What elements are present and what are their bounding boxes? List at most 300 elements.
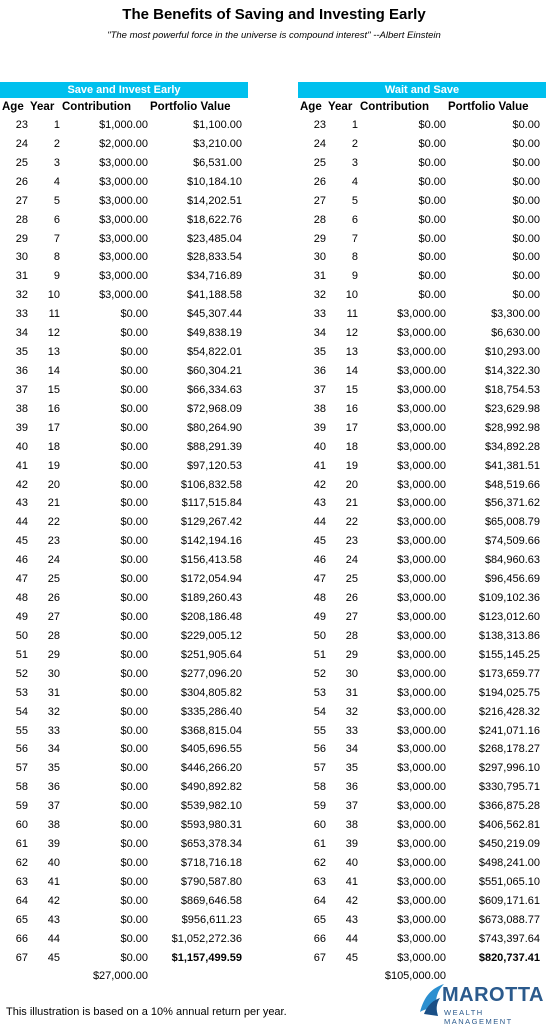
portfolio-cell: $0.00 <box>512 270 540 283</box>
contribution-cell: $3,000.00 <box>397 459 446 472</box>
portfolio-cell: $28,992.98 <box>484 421 540 434</box>
portfolio-cell: $45,307.44 <box>186 308 242 321</box>
table-row <box>0 665 248 684</box>
portfolio-cell: $14,322.30 <box>484 364 540 377</box>
age-cell: 48 <box>313 592 326 605</box>
portfolio-cell: $330,795.71 <box>478 781 540 794</box>
portfolio-cell: $66,334.63 <box>186 383 242 396</box>
age-cell: 58 <box>15 781 28 794</box>
age-cell: 23 <box>15 119 28 131</box>
portfolio-cell: $406,562.81 <box>478 819 540 832</box>
age-cell: 54 <box>313 705 326 718</box>
age-cell: 54 <box>15 705 28 718</box>
year-cell: 39 <box>47 838 60 851</box>
age-cell: 35 <box>313 346 326 359</box>
contribution-cell: $0.00 <box>120 573 148 586</box>
table-row <box>0 854 248 873</box>
portfolio-cell: $142,194.16 <box>180 535 242 548</box>
year-cell: 25 <box>345 573 358 586</box>
page-title: The Benefits of Saving and Investing Early <box>122 6 426 23</box>
contribution-cell: $3,000.00 <box>397 327 446 340</box>
portfolio-cell: $41,381.51 <box>484 459 540 472</box>
age-cell: 50 <box>313 629 326 642</box>
table-row <box>0 419 248 438</box>
contribution-cell: $0.00 <box>418 251 446 264</box>
year-cell: 6 <box>53 213 60 226</box>
table-row <box>298 797 546 816</box>
age-cell: 66 <box>313 932 326 945</box>
contribution-cell: $0.00 <box>120 497 148 510</box>
table-row <box>298 211 546 230</box>
table-row <box>298 759 546 778</box>
portfolio-cell: $23,485.04 <box>186 232 242 245</box>
age-cell: 41 <box>15 459 28 472</box>
table-row <box>298 476 546 495</box>
table-row <box>298 627 546 646</box>
wait-save-table <box>298 82 546 985</box>
portfolio-cell: $189,260.43 <box>180 592 242 605</box>
contribution-cell: $0.00 <box>418 119 446 131</box>
table-row <box>298 646 546 665</box>
portfolio-cell: $41,188.58 <box>186 289 242 302</box>
age-cell: 67 <box>313 951 326 964</box>
age-cell: 29 <box>15 232 28 245</box>
contribution-cell: $3,000.00 <box>397 913 446 926</box>
age-cell: 46 <box>313 554 326 567</box>
year-cell: 42 <box>345 894 358 907</box>
table-row <box>0 608 248 627</box>
age-cell: 33 <box>15 308 28 321</box>
year-cell: 5 <box>53 194 60 207</box>
portfolio-cell: $80,264.90 <box>186 421 242 434</box>
contribution-cell: $0.00 <box>120 554 148 567</box>
contribution-cell: $3,000.00 <box>99 232 148 245</box>
year-cell: 34 <box>345 743 358 756</box>
table-row <box>0 570 248 589</box>
table-row <box>0 684 248 703</box>
age-cell: 45 <box>15 535 28 548</box>
portfolio-cell: $405,696.55 <box>180 743 242 756</box>
portfolio-cell: $6,630.00 <box>491 327 540 340</box>
contribution-cell: $3,000.00 <box>99 289 148 302</box>
portfolio-cell: $0.00 <box>512 119 540 131</box>
contribution-cell: $3,000.00 <box>397 535 446 548</box>
table-row <box>0 173 248 192</box>
portfolio-cell: $743,397.64 <box>478 932 540 945</box>
age-cell: 25 <box>313 156 326 169</box>
table-banner: Wait and Save <box>298 82 546 98</box>
age-cell: 37 <box>313 383 326 396</box>
table-row <box>298 230 546 249</box>
table-row <box>0 286 248 305</box>
year-cell: 18 <box>345 440 358 453</box>
age-cell: 25 <box>15 156 28 169</box>
contribution-cell: $3,000.00 <box>99 251 148 264</box>
age-cell: 44 <box>15 516 28 529</box>
age-cell: 36 <box>15 364 28 377</box>
year-cell: 40 <box>47 856 60 869</box>
age-cell: 45 <box>313 535 326 548</box>
age-cell: 52 <box>15 667 28 680</box>
portfolio-cell: $335,286.40 <box>180 705 242 718</box>
age-cell: 47 <box>313 573 326 586</box>
table-row <box>298 513 546 532</box>
contribution-cell: $0.00 <box>120 781 148 794</box>
year-cell: 14 <box>47 364 60 377</box>
table-row <box>0 154 248 173</box>
year-cell: 21 <box>47 497 60 510</box>
portfolio-cell: $0.00 <box>512 156 540 169</box>
table-row <box>298 267 546 286</box>
year-cell: 5 <box>351 194 358 207</box>
table-banner: Save and Invest Early <box>0 82 248 98</box>
contribution-cell: $3,000.00 <box>397 856 446 869</box>
table-row <box>0 343 248 362</box>
contribution-cell: $0.00 <box>120 932 148 945</box>
portfolio-cell: $490,892.82 <box>180 781 242 794</box>
year-cell: 35 <box>345 762 358 775</box>
table-row <box>298 286 546 305</box>
contribution-cell: $3,000.00 <box>397 819 446 832</box>
contribution-cell: $2,000.00 <box>99 137 148 150</box>
contribution-header: Contribution <box>360 101 429 113</box>
contribution-cell: $0.00 <box>120 819 148 832</box>
table-row <box>0 457 248 476</box>
portfolio-cell: $956,611.23 <box>181 913 242 926</box>
year-cell: 44 <box>345 932 358 945</box>
year-cell: 21 <box>345 497 358 510</box>
portfolio-cell: $172,054.94 <box>180 573 242 586</box>
contribution-cell: $0.00 <box>120 327 148 340</box>
table-row <box>298 400 546 419</box>
age-cell: 44 <box>313 516 326 529</box>
table-row <box>0 476 248 495</box>
year-cell: 45 <box>345 951 358 964</box>
year-cell: 37 <box>47 800 60 813</box>
contribution-cell: $3,000.00 <box>397 894 446 907</box>
year-cell: 42 <box>47 894 60 907</box>
table-row <box>298 722 546 741</box>
table-row <box>298 589 546 608</box>
table-row <box>298 248 546 267</box>
table-row <box>298 173 546 192</box>
portfolio-cell: $3,300.00 <box>491 308 540 321</box>
age-cell: 55 <box>313 724 326 737</box>
logo-name: MAROTTA <box>442 984 544 1006</box>
portfolio-cell: $3,210.00 <box>193 137 242 150</box>
table-row <box>0 740 248 759</box>
year-cell: 41 <box>345 875 358 888</box>
total-contribution: $27,000.00 <box>92 970 148 983</box>
total-contribution: $105,000.00 <box>384 970 446 983</box>
year-cell: 9 <box>53 270 60 283</box>
year-cell: 13 <box>345 346 358 359</box>
portfolio-cell: $123,012.60 <box>478 610 540 623</box>
table-row <box>0 646 248 665</box>
age-cell: 62 <box>313 856 326 869</box>
table-row <box>0 400 248 419</box>
year-cell: 7 <box>53 232 60 245</box>
age-cell: 42 <box>15 478 28 491</box>
year-cell: 38 <box>345 819 358 832</box>
portfolio-cell: $1,052,272.36 <box>171 932 242 945</box>
age-cell: 43 <box>313 497 326 510</box>
table-row <box>298 305 546 324</box>
age-cell: 59 <box>15 800 28 813</box>
portfolio-cell: $820,737.41 <box>478 951 540 964</box>
year-cell: 16 <box>47 402 60 415</box>
portfolio-cell: $96,456.69 <box>484 573 540 586</box>
age-cell: 49 <box>313 610 326 623</box>
year-cell: 15 <box>47 383 60 396</box>
contribution-cell: $0.00 <box>120 402 148 415</box>
table-row <box>0 230 248 249</box>
portfolio-cell: $194,025.75 <box>478 686 540 699</box>
year-cell: 33 <box>47 724 60 737</box>
year-cell: 22 <box>345 516 358 529</box>
contribution-cell: $3,000.00 <box>397 497 446 510</box>
year-cell: 34 <box>47 743 60 756</box>
contribution-cell: $0.00 <box>120 838 148 851</box>
contribution-cell: $3,000.00 <box>397 478 446 491</box>
age-cell: 51 <box>313 648 326 661</box>
contribution-cell: $0.00 <box>120 421 148 434</box>
contribution-cell: $0.00 <box>120 440 148 453</box>
contribution-cell: $3,000.00 <box>397 516 446 529</box>
portfolio-cell: $304,805.82 <box>180 686 242 699</box>
year-cell: 43 <box>47 913 60 926</box>
portfolio-cell: $0.00 <box>512 175 540 188</box>
table-row <box>298 930 546 949</box>
year-cell: 22 <box>47 516 60 529</box>
age-cell: 27 <box>15 194 28 207</box>
portfolio-cell: $106,832.58 <box>180 478 242 491</box>
table-row <box>298 343 546 362</box>
table-row <box>0 778 248 797</box>
age-cell: 23 <box>313 119 326 131</box>
table-row <box>298 551 546 570</box>
year-cell: 36 <box>345 781 358 794</box>
portfolio-cell: $450,219.09 <box>478 838 540 851</box>
table-row <box>298 949 546 968</box>
save-early-table <box>0 82 248 985</box>
portfolio-cell: $84,960.63 <box>484 554 540 567</box>
table-row <box>298 457 546 476</box>
year-cell: 31 <box>345 686 358 699</box>
contribution-cell: $0.00 <box>120 705 148 718</box>
contribution-cell: $0.00 <box>120 762 148 775</box>
year-cell: 37 <box>345 800 358 813</box>
age-cell: 63 <box>313 875 326 888</box>
year-cell: 26 <box>345 592 358 605</box>
contribution-cell: $3,000.00 <box>397 440 446 453</box>
age-cell: 27 <box>313 194 326 207</box>
age-cell: 65 <box>313 913 326 926</box>
age-cell: 43 <box>15 497 28 510</box>
contribution-cell: $3,000.00 <box>397 554 446 567</box>
table-row <box>0 362 248 381</box>
portfolio-cell: $0.00 <box>512 251 540 264</box>
age-cell: 57 <box>313 762 326 775</box>
portfolio-cell: $28,833.54 <box>186 251 242 264</box>
year-cell: 28 <box>47 629 60 642</box>
portfolio-cell: $48,519.66 <box>484 478 540 491</box>
contribution-cell: $3,000.00 <box>397 364 446 377</box>
portfolio-cell: $0.00 <box>512 213 540 226</box>
age-cell: 28 <box>313 213 326 226</box>
year-cell: 12 <box>345 327 358 340</box>
year-cell: 44 <box>47 932 60 945</box>
year-cell: 26 <box>47 592 60 605</box>
table-row <box>298 873 546 892</box>
contribution-cell: $3,000.00 <box>397 743 446 756</box>
year-cell: 20 <box>345 478 358 491</box>
table-row <box>298 854 546 873</box>
contribution-cell: $3,000.00 <box>99 213 148 226</box>
contribution-cell: $3,000.00 <box>397 308 446 321</box>
contribution-cell: $3,000.00 <box>397 610 446 623</box>
table-row <box>298 570 546 589</box>
year-header: Year <box>30 101 55 113</box>
table-row <box>0 949 248 968</box>
contribution-cell: $0.00 <box>120 308 148 321</box>
portfolio-cell: $609,171.61 <box>478 894 540 907</box>
contribution-cell: $0.00 <box>120 535 148 548</box>
age-cell: 51 <box>15 648 28 661</box>
contribution-cell: $0.00 <box>120 800 148 813</box>
contribution-cell: $0.00 <box>120 648 148 661</box>
table-row <box>0 324 248 343</box>
portfolio-cell: $368,815.04 <box>180 724 242 737</box>
portfolio-cell: $18,622.76 <box>186 213 242 226</box>
age-cell: 31 <box>313 270 326 283</box>
year-cell: 13 <box>47 346 60 359</box>
portfolio-cell: $0.00 <box>512 232 540 245</box>
age-cell: 61 <box>313 838 326 851</box>
contribution-cell: $3,000.00 <box>397 686 446 699</box>
contribution-cell: $3,000.00 <box>397 800 446 813</box>
portfolio-header: Portfolio Value <box>150 101 231 113</box>
year-cell: 15 <box>345 383 358 396</box>
table-row <box>0 627 248 646</box>
table-body <box>0 116 248 967</box>
year-cell: 24 <box>345 554 358 567</box>
year-cell: 11 <box>48 308 60 321</box>
age-cell: 38 <box>313 402 326 415</box>
year-cell: 27 <box>47 610 60 623</box>
age-cell: 64 <box>313 894 326 907</box>
portfolio-cell: $14,202.51 <box>186 194 242 207</box>
age-cell: 65 <box>15 913 28 926</box>
table-row <box>0 135 248 154</box>
table-row <box>0 532 248 551</box>
year-cell: 38 <box>47 819 60 832</box>
contribution-cell: $0.00 <box>120 516 148 529</box>
age-cell: 29 <box>313 232 326 245</box>
table-row <box>0 192 248 211</box>
year-cell: 27 <box>345 610 358 623</box>
table-body <box>298 116 546 967</box>
contribution-cell: $3,000.00 <box>397 629 446 642</box>
age-cell: 42 <box>313 478 326 491</box>
year-cell: 25 <box>47 573 60 586</box>
age-cell: 59 <box>313 800 326 813</box>
portfolio-cell: $498,241.00 <box>478 856 540 869</box>
age-cell: 38 <box>15 402 28 415</box>
portfolio-cell: $88,291.39 <box>186 440 242 453</box>
year-cell: 24 <box>47 554 60 567</box>
table-row <box>0 930 248 949</box>
contribution-cell: $0.00 <box>120 743 148 756</box>
age-cell: 55 <box>15 724 28 737</box>
age-cell: 53 <box>15 686 28 699</box>
year-cell: 9 <box>351 270 358 283</box>
header-row <box>298 98 546 116</box>
contribution-cell: $3,000.00 <box>99 270 148 283</box>
portfolio-cell: $1,100.00 <box>193 119 242 131</box>
year-cell: 31 <box>47 686 60 699</box>
portfolio-cell: $277,096.20 <box>180 667 242 680</box>
year-cell: 19 <box>345 459 358 472</box>
contribution-cell: $0.00 <box>120 629 148 642</box>
contribution-cell: $0.00 <box>120 383 148 396</box>
contribution-cell: $0.00 <box>120 610 148 623</box>
age-cell: 39 <box>15 421 28 434</box>
table-row <box>298 362 546 381</box>
portfolio-cell: $0.00 <box>512 289 540 302</box>
header-row <box>0 98 248 116</box>
portfolio-cell: $117,515.84 <box>181 497 242 510</box>
contribution-cell: $0.00 <box>418 213 446 226</box>
portfolio-cell: $6,531.00 <box>193 156 242 169</box>
table-row <box>0 267 248 286</box>
age-cell: 36 <box>313 364 326 377</box>
contribution-cell: $3,000.00 <box>397 781 446 794</box>
age-cell: 46 <box>15 554 28 567</box>
contribution-cell: $3,000.00 <box>397 875 446 888</box>
portfolio-cell: $10,293.00 <box>484 346 540 359</box>
age-cell: 35 <box>15 346 28 359</box>
portfolio-cell: $790,587.80 <box>180 875 242 888</box>
contribution-cell: $0.00 <box>418 289 446 302</box>
portfolio-cell: $539,982.10 <box>180 800 242 813</box>
company-logo <box>412 980 548 1024</box>
portfolio-cell: $173,659.77 <box>478 667 540 680</box>
contribution-cell: $0.00 <box>120 951 148 964</box>
age-cell: 32 <box>15 289 28 302</box>
age-cell: 26 <box>313 175 326 188</box>
year-cell: 3 <box>351 156 358 169</box>
table-row <box>298 381 546 400</box>
portfolio-cell: $869,646.58 <box>180 894 242 907</box>
year-cell: 17 <box>345 421 358 434</box>
table-row <box>298 778 546 797</box>
footer-note: This illustration is based on a 10% annual return per year. <box>6 1006 287 1018</box>
table-row <box>298 911 546 930</box>
contribution-cell: $0.00 <box>418 270 446 283</box>
year-header: Year <box>328 101 353 113</box>
portfolio-cell: $23,629.98 <box>484 402 540 415</box>
portfolio-cell: $56,371.62 <box>484 497 540 510</box>
table-row <box>298 419 546 438</box>
year-cell: 23 <box>345 535 358 548</box>
table-row <box>0 513 248 532</box>
year-cell: 14 <box>345 364 358 377</box>
year-cell: 35 <box>47 762 60 775</box>
table-row <box>298 703 546 722</box>
contribution-cell: $0.00 <box>120 478 148 491</box>
portfolio-cell: $155,145.25 <box>478 648 540 661</box>
